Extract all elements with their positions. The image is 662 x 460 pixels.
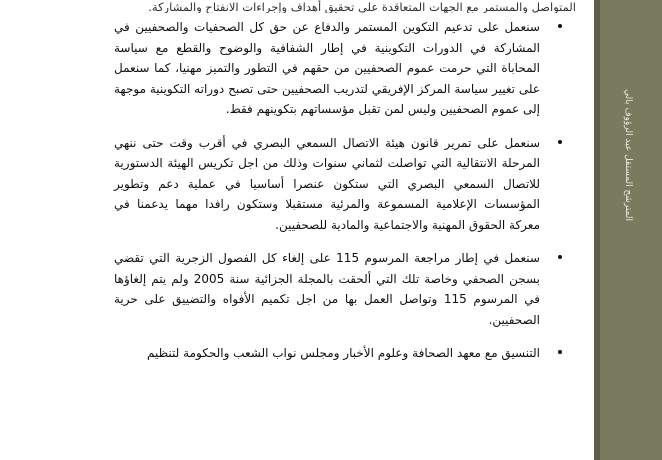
bullet-dot-icon (558, 24, 562, 28)
bullet-dot-icon (558, 140, 562, 144)
top-clipped-line: المتواصل والمستمر مع الجهات المتعاقدة على تحقيق أهداف وإجراءات الانفتاح والمشاركة. (148, 0, 576, 13)
list-item (18, 343, 576, 364)
bullet-dot-icon (558, 255, 562, 259)
list-item (18, 17, 576, 120)
list-item-text: سنعمل في إطار مراجعة المرسوم 115 على إلغاء كل الفصول الزجرية التي تقضي بسجن الصحفي وخاصة تلك التي ألحقت بالمجلة الجزائية سنة 2005 ولم يتم إلغاؤها في المرسوم 115 وتواصل العمل بها من اجل تكميم الأفواه والتضييق على حرية الصحفيين. (114, 251, 540, 327)
list-item-text: التنسيق مع معهد الصحافة وعلوم الأخبار ومجلس نواب الشعب والحكومة لتنظيم (146, 346, 540, 360)
bullet-dot-icon (558, 350, 562, 354)
list-item-text: سنعمل على تمرير قانون هيئة الاتصال السمعي البصري في أقرب وقت حتى ننهي المرحلة الانتقالية التي تواصلت لثماني سنوات وذلك من اجل تكريس الهيئة الدستورية للاتصال السمعي البصري التي ستكون عنصرا أساسيا في عملية دعم وتطوير المؤسسات الإعلامية المسموعة والمرئية مستقبلا وستكون رافدا مهما يدعمنا في معركة الحقوق المهنية والاجتماعية والمادية للصحفيين. (114, 135, 540, 232)
bullet-list (18, 17, 576, 364)
list-item-text: سنعمل على تدعيم التكوين المستمر والدفاع عن حق كل الصحفيات والصحفيين في المشاركة في الدورات التكوينية في إطار الشفافية والوضوح والقطع مع سياسة المحاباة التي حرمت عموم الصحفيين من حقهم في التطور والتميز مهنيا، كما سنعمل على تغيير سياسة المركز الإفريقي لتدريب الصحفيين حتى تصبح دوراته التكوينية موجهة إلى عموم الصحفيين وليس لمن تقبل مؤسساتهم بتكوينهم فقط. (114, 20, 540, 116)
list-item (18, 133, 576, 236)
side-band (594, 0, 662, 460)
side-band-edge (594, 0, 600, 460)
list-item (18, 248, 576, 330)
side-band-vertical-text: المترشح المستقل عبد الرؤوف بالي (623, 88, 633, 222)
